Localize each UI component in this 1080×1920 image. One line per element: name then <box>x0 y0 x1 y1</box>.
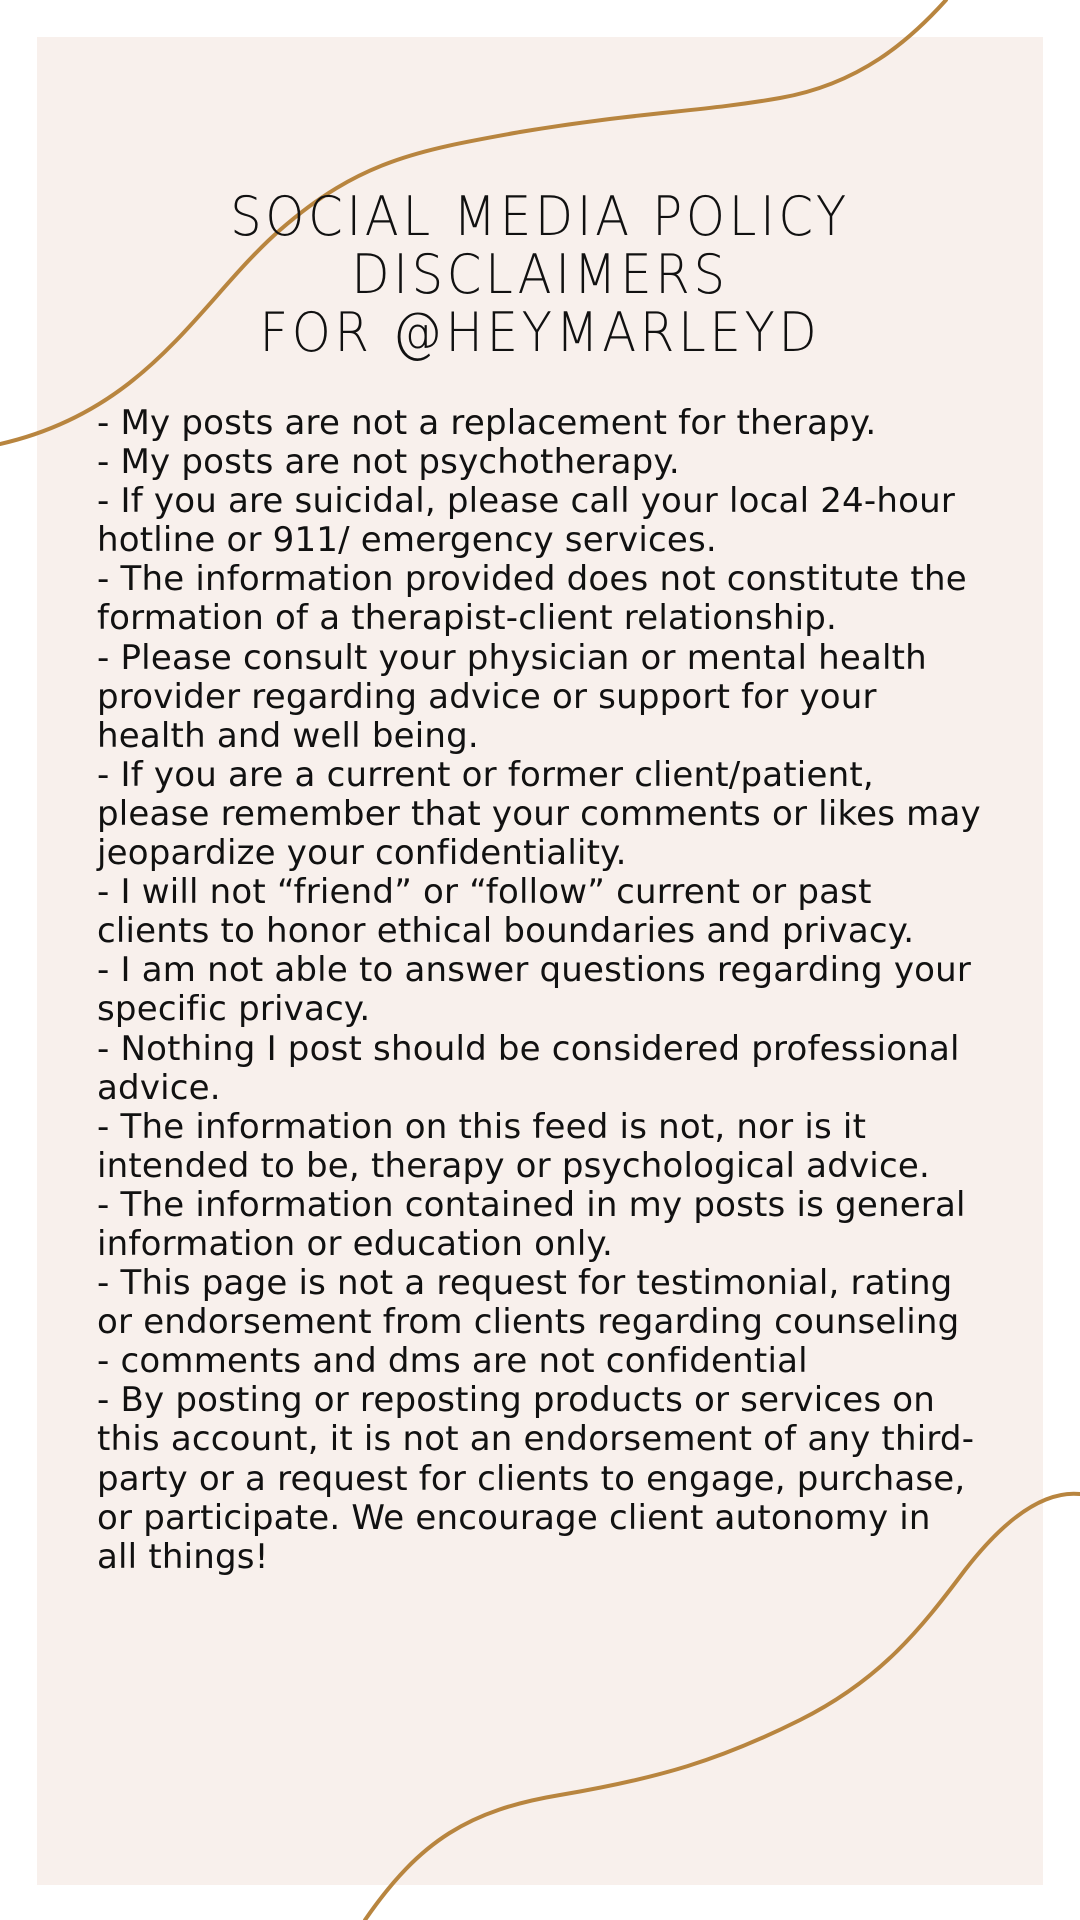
disclaimer-line: - My posts are not psychotherapy. <box>97 442 680 483</box>
disclaimer-line: clients to honor ethical boundaries and privacy. <box>97 911 915 952</box>
disclaimer-line: all things! <box>97 1536 269 1577</box>
disclaimer-line: - The information provided does not constitute the <box>97 559 967 600</box>
disclaimer-line: - This page is not a request for testimonial, rating <box>97 1263 953 1304</box>
disclaimer-line: please remember that your comments or likes may <box>97 793 981 834</box>
disclaimer-line: - Please consult your physician or mental health <box>97 637 927 678</box>
disclaimer-line: hotline or 911/ emergency services. <box>97 520 717 561</box>
title-line: SOCIAL MEDIA POLICY <box>230 185 850 248</box>
disclaimer-line: party or a request for clients to engage, purchase, <box>97 1458 966 1499</box>
page-title <box>43 185 1037 364</box>
disclaimer-line: - The information contained in my posts is general <box>97 1184 966 1225</box>
title-line: FOR @HEYMARLEYD <box>259 301 821 364</box>
disclaimer-line: provider regarding advice or support for your <box>97 676 877 717</box>
disclaimer-line: health and well being. <box>97 715 479 756</box>
disclaimer-line: - The information on this feed is not, nor is it <box>97 1106 867 1147</box>
disclaimer-line: - If you are a current or former client/patient, <box>97 754 874 795</box>
disclaimer-line: information or education only. <box>97 1223 614 1264</box>
disclaimer-line: advice. <box>97 1067 221 1108</box>
disclaimer-line: - comments and dms are not confidential <box>97 1341 808 1382</box>
title-line: DISCLAIMERS <box>351 243 729 306</box>
disclaimer-line: intended to be, therapy or psychological advice. <box>97 1145 930 1186</box>
disclaimer-line: or participate. We encourage client autonomy in <box>97 1497 931 1538</box>
disclaimer-line: - If you are suicidal, please call your local 24-hour <box>97 481 956 522</box>
disclaimer-line: - By posting or reposting products or services on <box>97 1380 936 1421</box>
disclaimer-line: - I am not able to answer questions regarding your <box>97 950 972 991</box>
disclaimer-list <box>97 404 1017 1577</box>
disclaimer-line: specific privacy. <box>97 989 371 1030</box>
disclaimer-line: - Nothing I post should be considered professional <box>97 1028 960 1069</box>
disclaimer-line: - My posts are not a replacement for therapy. <box>97 403 877 443</box>
disclaimer-line: - I will not “friend” or “follow” current or past <box>97 872 872 913</box>
disclaimer-line: or endorsement from clients regarding counseling <box>97 1302 960 1343</box>
disclaimer-line: this account, it is not an endorsement of any third- <box>97 1419 975 1460</box>
disclaimer-line: formation of a therapist-client relationship. <box>97 598 838 639</box>
disclaimer-line: jeopardize your confidentiality. <box>97 833 627 874</box>
